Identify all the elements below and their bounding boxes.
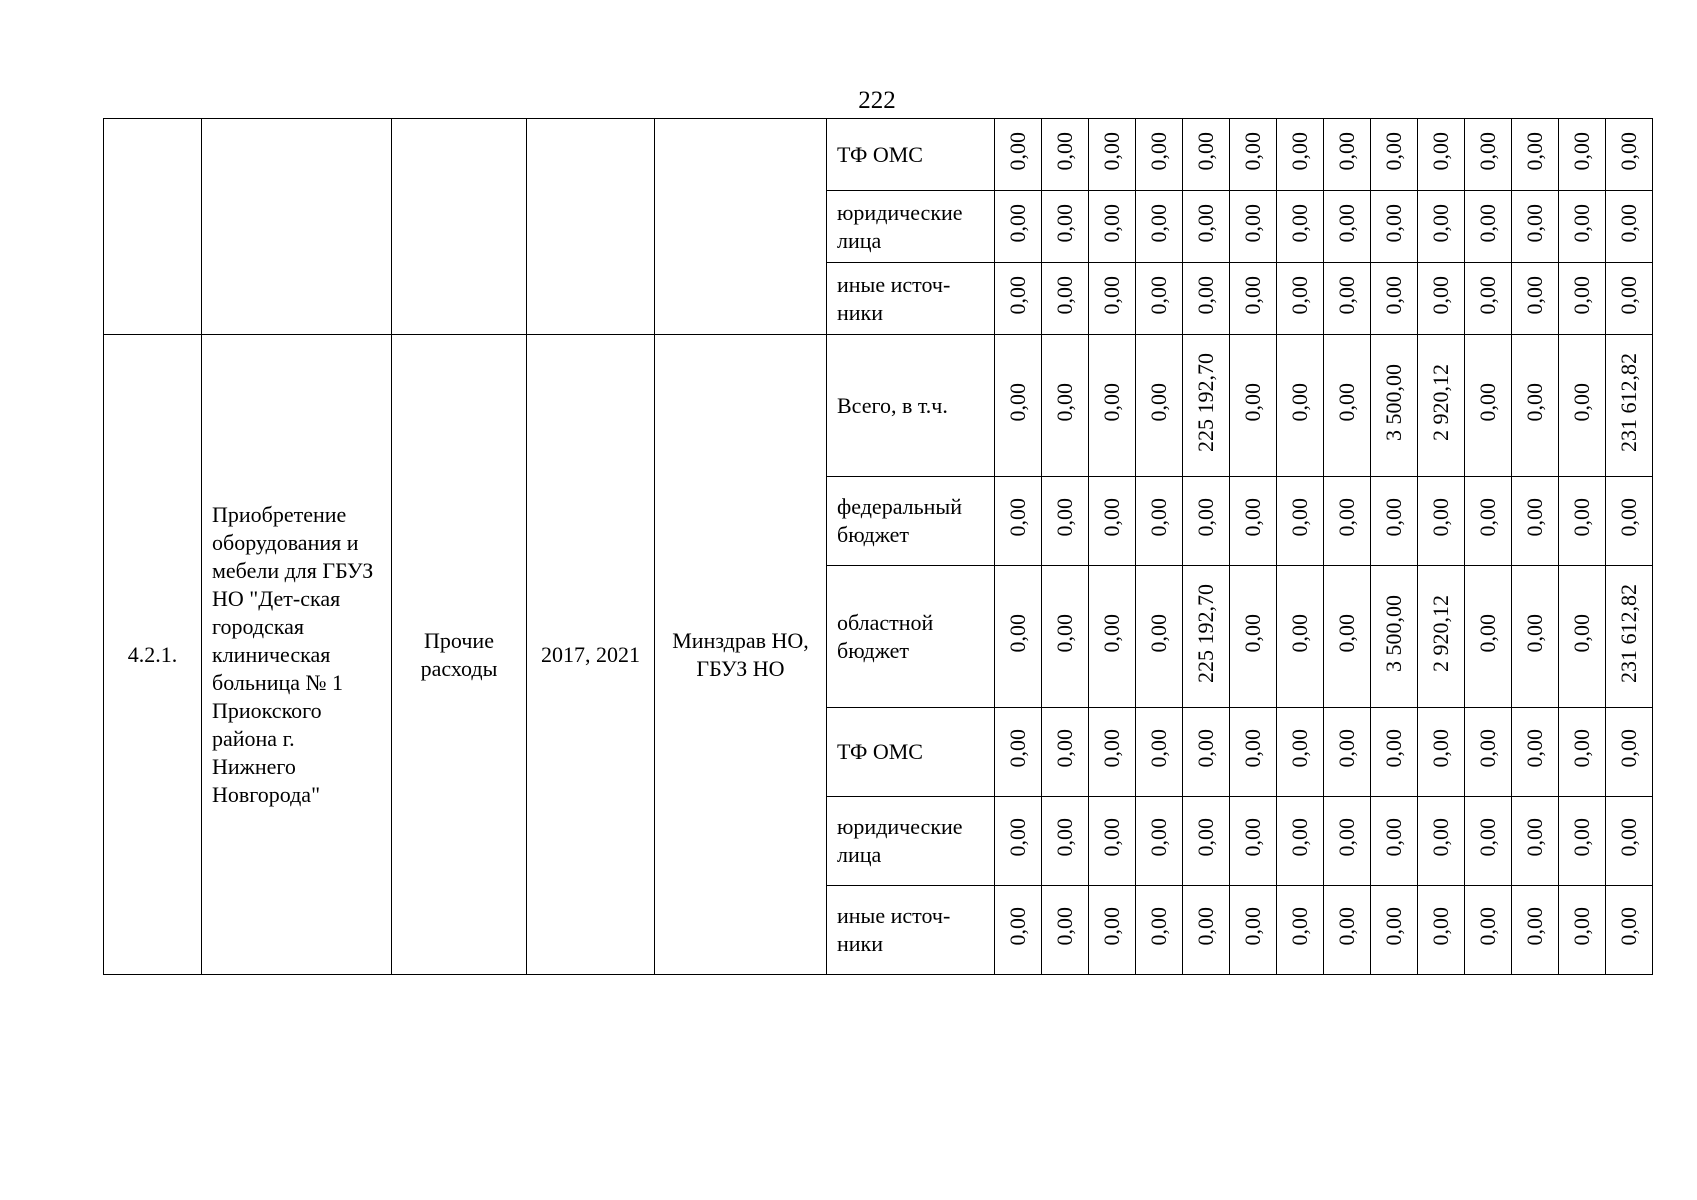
value-text: 0,00	[1616, 907, 1641, 946]
value-text: 0,00	[1381, 498, 1406, 537]
value-text: 0,00	[1522, 818, 1547, 857]
value-cell	[1512, 477, 1559, 566]
value-text: 0,00	[1146, 203, 1171, 243]
value-text: 0,00	[1146, 613, 1171, 653]
value-cell	[1324, 886, 1371, 975]
value-cell	[1183, 477, 1230, 566]
expense-type: Прочие расходы	[392, 335, 527, 975]
value-cell	[1230, 191, 1277, 263]
value-cell	[995, 566, 1042, 708]
source-cell: иные источ-ники	[827, 263, 995, 335]
value-text: 0,00	[1475, 818, 1500, 857]
value-text: 0,00	[1005, 818, 1030, 857]
value-text: 2 920,12	[1428, 363, 1453, 441]
value-cell	[1418, 477, 1465, 566]
value-cell	[1418, 335, 1465, 477]
value-cell	[1324, 708, 1371, 797]
value-text: 0,00	[1099, 275, 1124, 315]
value-text: 0,00	[1240, 203, 1265, 243]
source-cell: областной бюджет	[827, 566, 995, 708]
value-cell	[1089, 566, 1136, 708]
value-cell	[1277, 263, 1324, 335]
value-text: 225 192,70	[1193, 583, 1218, 683]
value-cell	[1277, 119, 1324, 191]
page-number: 222	[858, 87, 896, 114]
value-cell	[1465, 119, 1512, 191]
value-text: 0,00	[1428, 729, 1453, 768]
value-cell	[1465, 477, 1512, 566]
value-cell	[995, 263, 1042, 335]
value-text: 0,00	[1099, 382, 1124, 422]
value-cell	[1559, 797, 1606, 886]
value-text: 0,00	[1099, 907, 1124, 946]
value-text: 0,00	[1240, 382, 1265, 422]
value-cell	[1183, 263, 1230, 335]
value-cell	[1324, 566, 1371, 708]
value-cell	[1042, 886, 1089, 975]
value-cell	[1277, 477, 1324, 566]
value-text: 0,00	[1616, 729, 1641, 768]
value-cell	[1277, 566, 1324, 708]
value-cell	[995, 477, 1042, 566]
value-cell	[1324, 119, 1371, 191]
cont-expense-cell	[392, 119, 527, 335]
value-text: 0,00	[1522, 131, 1547, 171]
value-text: 0,00	[1005, 907, 1030, 946]
value-cell	[1089, 708, 1136, 797]
value-cell	[1465, 263, 1512, 335]
value-cell	[1606, 797, 1653, 886]
value-cell	[1136, 797, 1183, 886]
value-text: 0,00	[1052, 729, 1077, 768]
cont-number-cell	[104, 119, 202, 335]
value-text: 0,00	[1475, 131, 1500, 171]
value-text: 0,00	[1381, 907, 1406, 946]
value-text: 0,00	[1052, 203, 1077, 243]
value-cell	[1136, 708, 1183, 797]
value-text: 0,00	[1099, 729, 1124, 768]
value-text: 0,00	[1005, 498, 1030, 537]
value-text: 3 500,00	[1381, 363, 1406, 441]
value-text: 0,00	[1052, 498, 1077, 537]
value-text: 231 612,82	[1616, 352, 1641, 452]
value-text: 0,00	[1616, 275, 1641, 315]
value-cell	[1606, 566, 1653, 708]
value-cell	[1606, 886, 1653, 975]
value-cell	[1089, 335, 1136, 477]
value-text: 0,00	[1569, 613, 1594, 653]
value-cell	[1418, 119, 1465, 191]
value-cell	[1512, 566, 1559, 708]
value-cell	[1089, 119, 1136, 191]
value-cell	[1371, 191, 1418, 263]
value-text: 0,00	[1287, 275, 1312, 315]
value-cell	[1230, 263, 1277, 335]
value-cell	[1418, 263, 1465, 335]
value-cell	[1277, 708, 1324, 797]
value-text: 0,00	[1334, 498, 1359, 537]
value-text: 0,00	[1475, 203, 1500, 243]
value-text: 0,00	[1522, 613, 1547, 653]
value-text: 0,00	[1428, 818, 1453, 857]
value-cell	[995, 119, 1042, 191]
value-text: 0,00	[1099, 203, 1124, 243]
value-cell	[1230, 119, 1277, 191]
value-text: 0,00	[1381, 729, 1406, 768]
value-text: 0,00	[1475, 729, 1500, 768]
value-text: 0,00	[1193, 275, 1218, 315]
value-cell	[1418, 566, 1465, 708]
value-text: 0,00	[1005, 203, 1030, 243]
value-cell	[1559, 335, 1606, 477]
value-cell	[1230, 335, 1277, 477]
continuation-row	[104, 119, 1653, 191]
value-cell	[995, 191, 1042, 263]
value-cell	[1559, 263, 1606, 335]
cont-years-cell	[527, 119, 655, 335]
value-text: 0,00	[1475, 498, 1500, 537]
value-cell	[995, 886, 1042, 975]
value-text: 0,00	[1193, 907, 1218, 946]
value-text: 0,00	[1334, 275, 1359, 315]
value-cell	[1042, 263, 1089, 335]
cont-executor-cell	[655, 119, 827, 335]
value-cell	[1183, 566, 1230, 708]
value-cell	[1512, 191, 1559, 263]
budget-table	[103, 118, 1653, 975]
value-cell	[1230, 886, 1277, 975]
value-text: 0,00	[1240, 613, 1265, 653]
value-text: 0,00	[1052, 907, 1077, 946]
item-name: Приобретение оборудования и мебели для ГБУЗ НО "Дет-ская городская клиническая больница № 1 Приокского района г. Нижнего Новгорода"	[202, 335, 392, 975]
value-text: 0,00	[1146, 907, 1171, 946]
source-cell: юридические лица	[827, 797, 995, 886]
value-cell	[1042, 708, 1089, 797]
value-cell	[1183, 335, 1230, 477]
value-text: 0,00	[1522, 498, 1547, 537]
value-cell	[1089, 797, 1136, 886]
value-text: 0,00	[1287, 818, 1312, 857]
value-cell	[1042, 335, 1089, 477]
value-cell	[1512, 886, 1559, 975]
value-text: 0,00	[1005, 131, 1030, 171]
value-text: 0,00	[1193, 818, 1218, 857]
value-cell	[1089, 263, 1136, 335]
executor: Минздрав НО, ГБУЗ НО	[655, 335, 827, 975]
value-cell	[1136, 886, 1183, 975]
value-cell	[1042, 119, 1089, 191]
value-cell	[1418, 797, 1465, 886]
value-cell	[1371, 886, 1418, 975]
item-row	[104, 335, 1653, 477]
value-text: 231 612,82	[1616, 583, 1641, 683]
value-text: 0,00	[1522, 382, 1547, 422]
value-cell	[1371, 566, 1418, 708]
value-cell	[995, 797, 1042, 886]
value-text: 0,00	[1052, 613, 1077, 653]
value-cell	[1559, 191, 1606, 263]
source-cell: федеральный бюджет	[827, 477, 995, 566]
value-cell	[1183, 708, 1230, 797]
value-text: 0,00	[1334, 203, 1359, 243]
value-cell	[1089, 886, 1136, 975]
value-text: 0,00	[1569, 498, 1594, 537]
value-cell	[1042, 797, 1089, 886]
value-cell	[1371, 119, 1418, 191]
value-text: 0,00	[1475, 613, 1500, 653]
value-cell	[1465, 886, 1512, 975]
value-cell	[1324, 263, 1371, 335]
value-text: 0,00	[1240, 131, 1265, 171]
value-cell	[1277, 886, 1324, 975]
table-body	[104, 119, 1653, 975]
value-cell	[1606, 263, 1653, 335]
value-cell	[1277, 191, 1324, 263]
value-cell	[1324, 191, 1371, 263]
value-text: 0,00	[1005, 729, 1030, 768]
value-text: 0,00	[1522, 729, 1547, 768]
value-text: 0,00	[1616, 203, 1641, 243]
value-cell	[1512, 263, 1559, 335]
source-cell: ТФ ОМС	[827, 119, 995, 191]
value-text: 0,00	[1287, 131, 1312, 171]
value-text: 0,00	[1052, 131, 1077, 171]
value-text: 0,00	[1287, 907, 1312, 946]
value-text: 0,00	[1522, 275, 1547, 315]
value-cell	[1559, 477, 1606, 566]
value-text: 0,00	[1099, 613, 1124, 653]
value-cell	[1512, 119, 1559, 191]
value-cell	[1512, 797, 1559, 886]
value-cell	[1371, 477, 1418, 566]
value-text: 0,00	[1475, 275, 1500, 315]
value-text: 0,00	[1146, 382, 1171, 422]
source-cell: ТФ ОМС	[827, 708, 995, 797]
value-text: 0,00	[1569, 275, 1594, 315]
value-cell	[1371, 708, 1418, 797]
value-text: 225 192,70	[1193, 352, 1218, 452]
value-cell	[1324, 335, 1371, 477]
implementation-years: 2017, 2021	[527, 335, 655, 975]
value-text: 0,00	[1287, 498, 1312, 537]
value-cell	[1606, 708, 1653, 797]
value-text: 0,00	[1099, 498, 1124, 537]
value-cell	[1277, 335, 1324, 477]
value-text: 0,00	[1146, 818, 1171, 857]
value-text: 0,00	[1616, 498, 1641, 537]
value-text: 0,00	[1569, 131, 1594, 171]
value-text: 0,00	[1616, 818, 1641, 857]
value-text: 0,00	[1240, 729, 1265, 768]
value-text: 0,00	[1381, 275, 1406, 315]
value-text: 0,00	[1569, 818, 1594, 857]
value-text: 0,00	[1334, 729, 1359, 768]
value-cell	[1183, 119, 1230, 191]
value-text: 0,00	[1287, 729, 1312, 768]
value-text: 0,00	[1146, 729, 1171, 768]
value-cell	[1136, 119, 1183, 191]
item-number: 4.2.1.	[104, 335, 202, 975]
value-text: 0,00	[1240, 818, 1265, 857]
value-text: 0,00	[1193, 729, 1218, 768]
value-cell	[1136, 566, 1183, 708]
value-text: 0,00	[1240, 907, 1265, 946]
value-text: 0,00	[1099, 818, 1124, 857]
value-cell	[1230, 566, 1277, 708]
value-text: 0,00	[1287, 382, 1312, 422]
value-text: 0,00	[1334, 382, 1359, 422]
value-cell	[1606, 477, 1653, 566]
value-text: 0,00	[1240, 275, 1265, 315]
value-text: 0,00	[1146, 498, 1171, 537]
cont-name-cell	[202, 119, 392, 335]
value-cell	[1371, 263, 1418, 335]
value-cell	[1465, 566, 1512, 708]
value-cell	[1371, 335, 1418, 477]
value-text: 0,00	[1052, 275, 1077, 315]
value-text: 0,00	[1428, 203, 1453, 243]
value-cell	[1418, 886, 1465, 975]
value-text: 0,00	[1522, 203, 1547, 243]
value-text: 0,00	[1522, 907, 1547, 946]
value-text: 0,00	[1005, 382, 1030, 422]
value-cell	[1183, 886, 1230, 975]
source-cell: Всего, в т.ч.	[827, 335, 995, 477]
value-cell	[1042, 477, 1089, 566]
value-text: 0,00	[1428, 498, 1453, 537]
value-text: 0,00	[1052, 818, 1077, 857]
value-cell	[1324, 477, 1371, 566]
value-cell	[1465, 708, 1512, 797]
value-text: 0,00	[1193, 498, 1218, 537]
value-text: 0,00	[1146, 275, 1171, 315]
value-text: 0,00	[1569, 203, 1594, 243]
value-cell	[1418, 708, 1465, 797]
value-cell	[1042, 191, 1089, 263]
value-text: 0,00	[1428, 907, 1453, 946]
value-text: 0,00	[1475, 907, 1500, 946]
value-cell	[1230, 797, 1277, 886]
value-cell	[1136, 263, 1183, 335]
value-text: 0,00	[1005, 275, 1030, 315]
value-text: 0,00	[1193, 131, 1218, 171]
value-text: 0,00	[1099, 131, 1124, 171]
value-cell	[1465, 797, 1512, 886]
value-text: 0,00	[1287, 613, 1312, 653]
value-text: 0,00	[1146, 131, 1171, 171]
value-cell	[1089, 477, 1136, 566]
value-cell	[1418, 191, 1465, 263]
value-cell	[1136, 477, 1183, 566]
value-text: 0,00	[1052, 382, 1077, 422]
value-cell	[1512, 708, 1559, 797]
value-text: 0,00	[1475, 382, 1500, 422]
value-text: 0,00	[1381, 131, 1406, 171]
value-cell	[1230, 708, 1277, 797]
value-text: 0,00	[1334, 818, 1359, 857]
value-text: 0,00	[1569, 729, 1594, 768]
value-text: 0,00	[1616, 131, 1641, 171]
value-cell	[1324, 797, 1371, 886]
value-cell	[995, 708, 1042, 797]
value-text: 0,00	[1569, 382, 1594, 422]
value-cell	[1277, 797, 1324, 886]
value-cell	[995, 335, 1042, 477]
value-cell	[1136, 191, 1183, 263]
value-text: 0,00	[1381, 203, 1406, 243]
value-cell	[1183, 797, 1230, 886]
value-cell	[1606, 191, 1653, 263]
value-cell	[1559, 119, 1606, 191]
value-text: 2 920,12	[1428, 594, 1453, 672]
value-cell	[1559, 566, 1606, 708]
value-cell	[1559, 708, 1606, 797]
value-text: 0,00	[1287, 203, 1312, 243]
value-text: 0,00	[1381, 818, 1406, 857]
value-cell	[1136, 335, 1183, 477]
value-cell	[1042, 566, 1089, 708]
value-text: 3 500,00	[1381, 594, 1406, 672]
value-cell	[1559, 886, 1606, 975]
value-cell	[1183, 191, 1230, 263]
value-cell	[1606, 119, 1653, 191]
value-text: 0,00	[1334, 907, 1359, 946]
value-cell	[1230, 477, 1277, 566]
value-text: 0,00	[1005, 613, 1030, 653]
value-text: 0,00	[1428, 131, 1453, 171]
value-text: 0,00	[1334, 131, 1359, 171]
value-cell	[1371, 797, 1418, 886]
value-cell	[1606, 335, 1653, 477]
value-cell	[1465, 191, 1512, 263]
value-cell	[1089, 191, 1136, 263]
value-text: 0,00	[1334, 613, 1359, 653]
value-text: 0,00	[1193, 203, 1218, 243]
value-text: 0,00	[1240, 498, 1265, 537]
source-cell: иные источ-ники	[827, 886, 995, 975]
value-text: 0,00	[1569, 907, 1594, 946]
value-cell	[1512, 335, 1559, 477]
source-cell: юридические лица	[827, 191, 995, 263]
value-cell	[1465, 335, 1512, 477]
value-text: 0,00	[1428, 275, 1453, 315]
